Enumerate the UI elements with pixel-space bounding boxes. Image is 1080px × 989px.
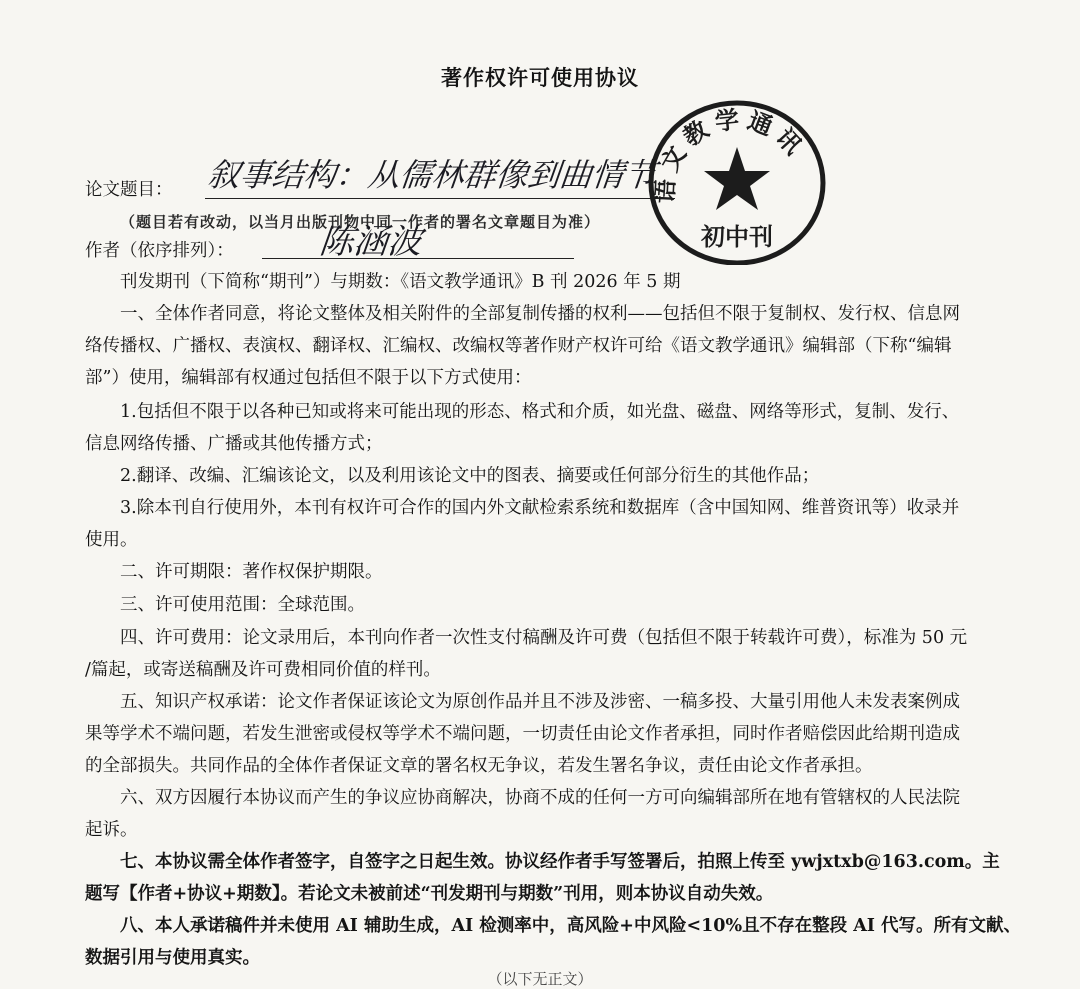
clause-5-line-1: 五、知识产权承诺：论文作者保证该论文为原创作品并且不涉及涉密、一稿多投、大量引用他人未发表案例成: [120, 692, 960, 712]
paper-title-label: 论文题目：: [85, 180, 173, 200]
official-seal-stamp: [645, 95, 830, 265]
document-title: 著作权许可使用协议: [441, 65, 639, 90]
stamp-center-text: 初中刊: [701, 223, 773, 251]
clause-2: 二、许可期限：著作权保护期限。: [120, 562, 383, 582]
clause-1-line-3: 部”）使用，编辑部有权通过包括但不限于以下方式使用：: [85, 368, 532, 388]
title-change-note: （题目若有改动，以当月出版刊物中同一作者的署名文章题目为准）: [120, 213, 601, 231]
clause-1-item-3-line-1: 3.除本刊自行使用外，本刊有权许可合作的国内外文献检索系统和数据库（含中国知网、维普资讯等）收录并: [120, 498, 960, 518]
clause-8-line-1: 八、本人承诺稿件并未使用 AI 辅助生成，AI 检测率中，高风险+中风险<10%且不存在整段 AI 代写。所有文献、: [120, 916, 1022, 936]
clause-5-line-3: 的全部损失。共同作品的全体作者保证文章的署名权无争议，若发生署名争议，责任由论文作者承担。: [85, 756, 873, 776]
clause-1-item-1-line-1: 1.包括但不限于以各种已知或将来可能出现的形态、格式和介质，如光盘、磁盘、网络等形式，复制、发行、: [120, 402, 960, 422]
stamp-star-icon: [704, 147, 770, 210]
paper-title-handwriting: 叙事结构：从儒林群像到曲情节: [205, 156, 658, 194]
clause-1-line-1: 一、全体作者同意，将论文整体及相关附件的全部复制传播的权利——包括但不限于复制权、发行权、信息网: [120, 304, 960, 324]
issue-line: 刊发期刊（下简称“期刊”）与期数：《语文教学通讯》B 刊 2026 年 5 期: [120, 272, 681, 292]
clause-8-line-2: 数据引用与使用真实。: [85, 948, 260, 968]
paper-title-underline: [205, 198, 675, 199]
end-of-text-note: （以下无正文）: [487, 970, 593, 988]
clause-7-line-1: 七、本协议需全体作者签字，自签字之日起生效。协议经作者手写签署后，拍照上传至 ywjxtxb@163.com。主: [120, 852, 1000, 872]
clause-4-line-1: 四、许可费用：论文录用后，本刊向作者一次性支付稿酬及许可费（包括但不限于转载许可费），标准为 50 元: [120, 628, 968, 648]
stamp-ring-text: 语文教学通讯: [650, 105, 812, 205]
clause-4-line-2: /篇起，或寄送稿酬及许可费相同价值的样刊。: [85, 660, 441, 680]
clause-1-item-1-line-2: 信息网络传播、广播或其他传播方式；: [85, 434, 383, 454]
clause-5-line-2: 果等学术不端问题，若发生泄密或侵权等学术不端问题，一切责任由论文作者承担，同时作者赔偿因此给期刊造成: [85, 724, 960, 744]
author-handwriting: 陈涵波: [317, 222, 424, 262]
clause-1-item-3-line-2: 使用。: [85, 530, 138, 550]
clause-1-item-2: 2.翻译、改编、汇编该论文，以及利用该论文中的图表、摘要或任何部分衍生的其他作品；: [120, 466, 820, 486]
clause-3: 三、许可使用范围：全球范围。: [120, 595, 365, 615]
author-label: 作者（依序排列）：: [85, 241, 234, 261]
clause-7-line-2: 题写【作者+协议+期数】。若论文未被前述“刊发期刊与期数”刊用，则本协议自动失效。: [85, 884, 774, 904]
clause-6-line-2: 起诉。: [85, 820, 138, 840]
clause-1-line-2: 络传播权、广播权、表演权、翻译权、汇编权、改编权等著作财产权许可给《语文教学通讯》编辑部（下称“编辑: [85, 336, 952, 356]
clause-6-line-1: 六、双方因履行本协议而产生的争议应协商解决，协商不成的任何一方可向编辑部所在地有管辖权的人民法院: [120, 788, 960, 808]
